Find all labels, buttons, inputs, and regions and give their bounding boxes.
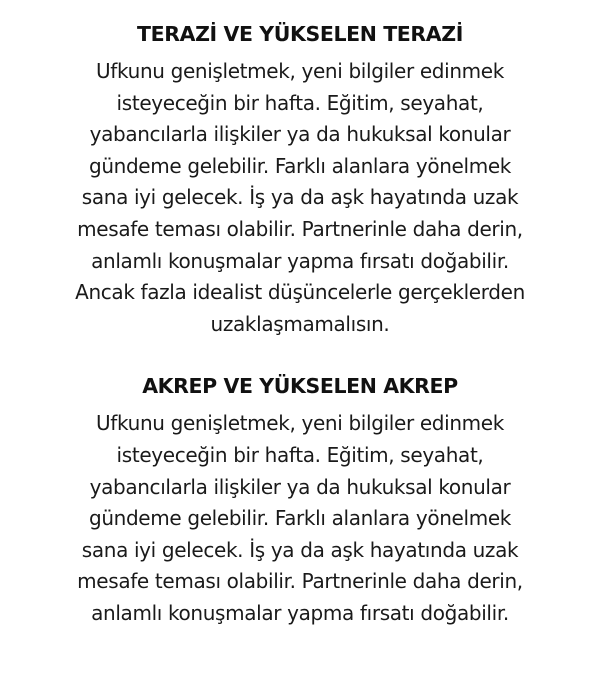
paragraph-line: uzaklaşmamalısın. [210,311,390,336]
section-paragraph [6,56,594,340]
paragraph-line: yabancılarla ilişkiler ya da hukuksal konular [89,122,511,147]
paragraph-line: gündeme gelebilir. Farklı alanlara yönelmek [88,153,512,178]
paragraph-line: anlamlı konuşmalar yapma fırsatı doğabilir. [91,248,509,273]
paragraph-line: sana iyi gelecek. İş ya da aşk hayatında uzak [81,537,519,562]
paragraph-line: Ufkunu genişletmek, yeni bilgiler edinmek [96,411,504,436]
paragraph-line: isteyeceğin bir hafta. Eğitim, seyahat, [116,90,484,115]
paragraph-line: isteyeceğin bir hafta. Eğitim, seyahat, [116,442,484,467]
section-terazi [6,12,594,340]
paragraph-line: mesafe teması olabilir. Partnerinle daha derin, [77,216,523,241]
section-akrep [6,364,594,629]
paragraph-line: Ufkunu genişletmek, yeni bilgiler edinmek [96,59,504,83]
paragraph-line: mesafe teması olabilir. Partnerinle daha derin, [77,569,523,594]
section-heading: TERAZİ VE YÜKSELEN TERAZİ [137,22,463,46]
section-heading: AKREP VE YÜKSELEN AKREP [142,374,458,399]
paragraph-line: yabancılarla ilişkiler ya da hukuksal konular [89,474,511,499]
paragraph-line: sana iyi gelecek. İş ya da aşk hayatında uzak [81,185,519,210]
paragraph-line: anlamlı konuşmalar yapma fırsatı doğabilir. [91,600,509,625]
section-paragraph [6,408,594,629]
paragraph-line: Ancak fazla idealist düşüncelerle gerçeklerden [75,280,525,305]
paragraph-line: gündeme gelebilir. Farklı alanlara yönelmek [88,506,512,531]
